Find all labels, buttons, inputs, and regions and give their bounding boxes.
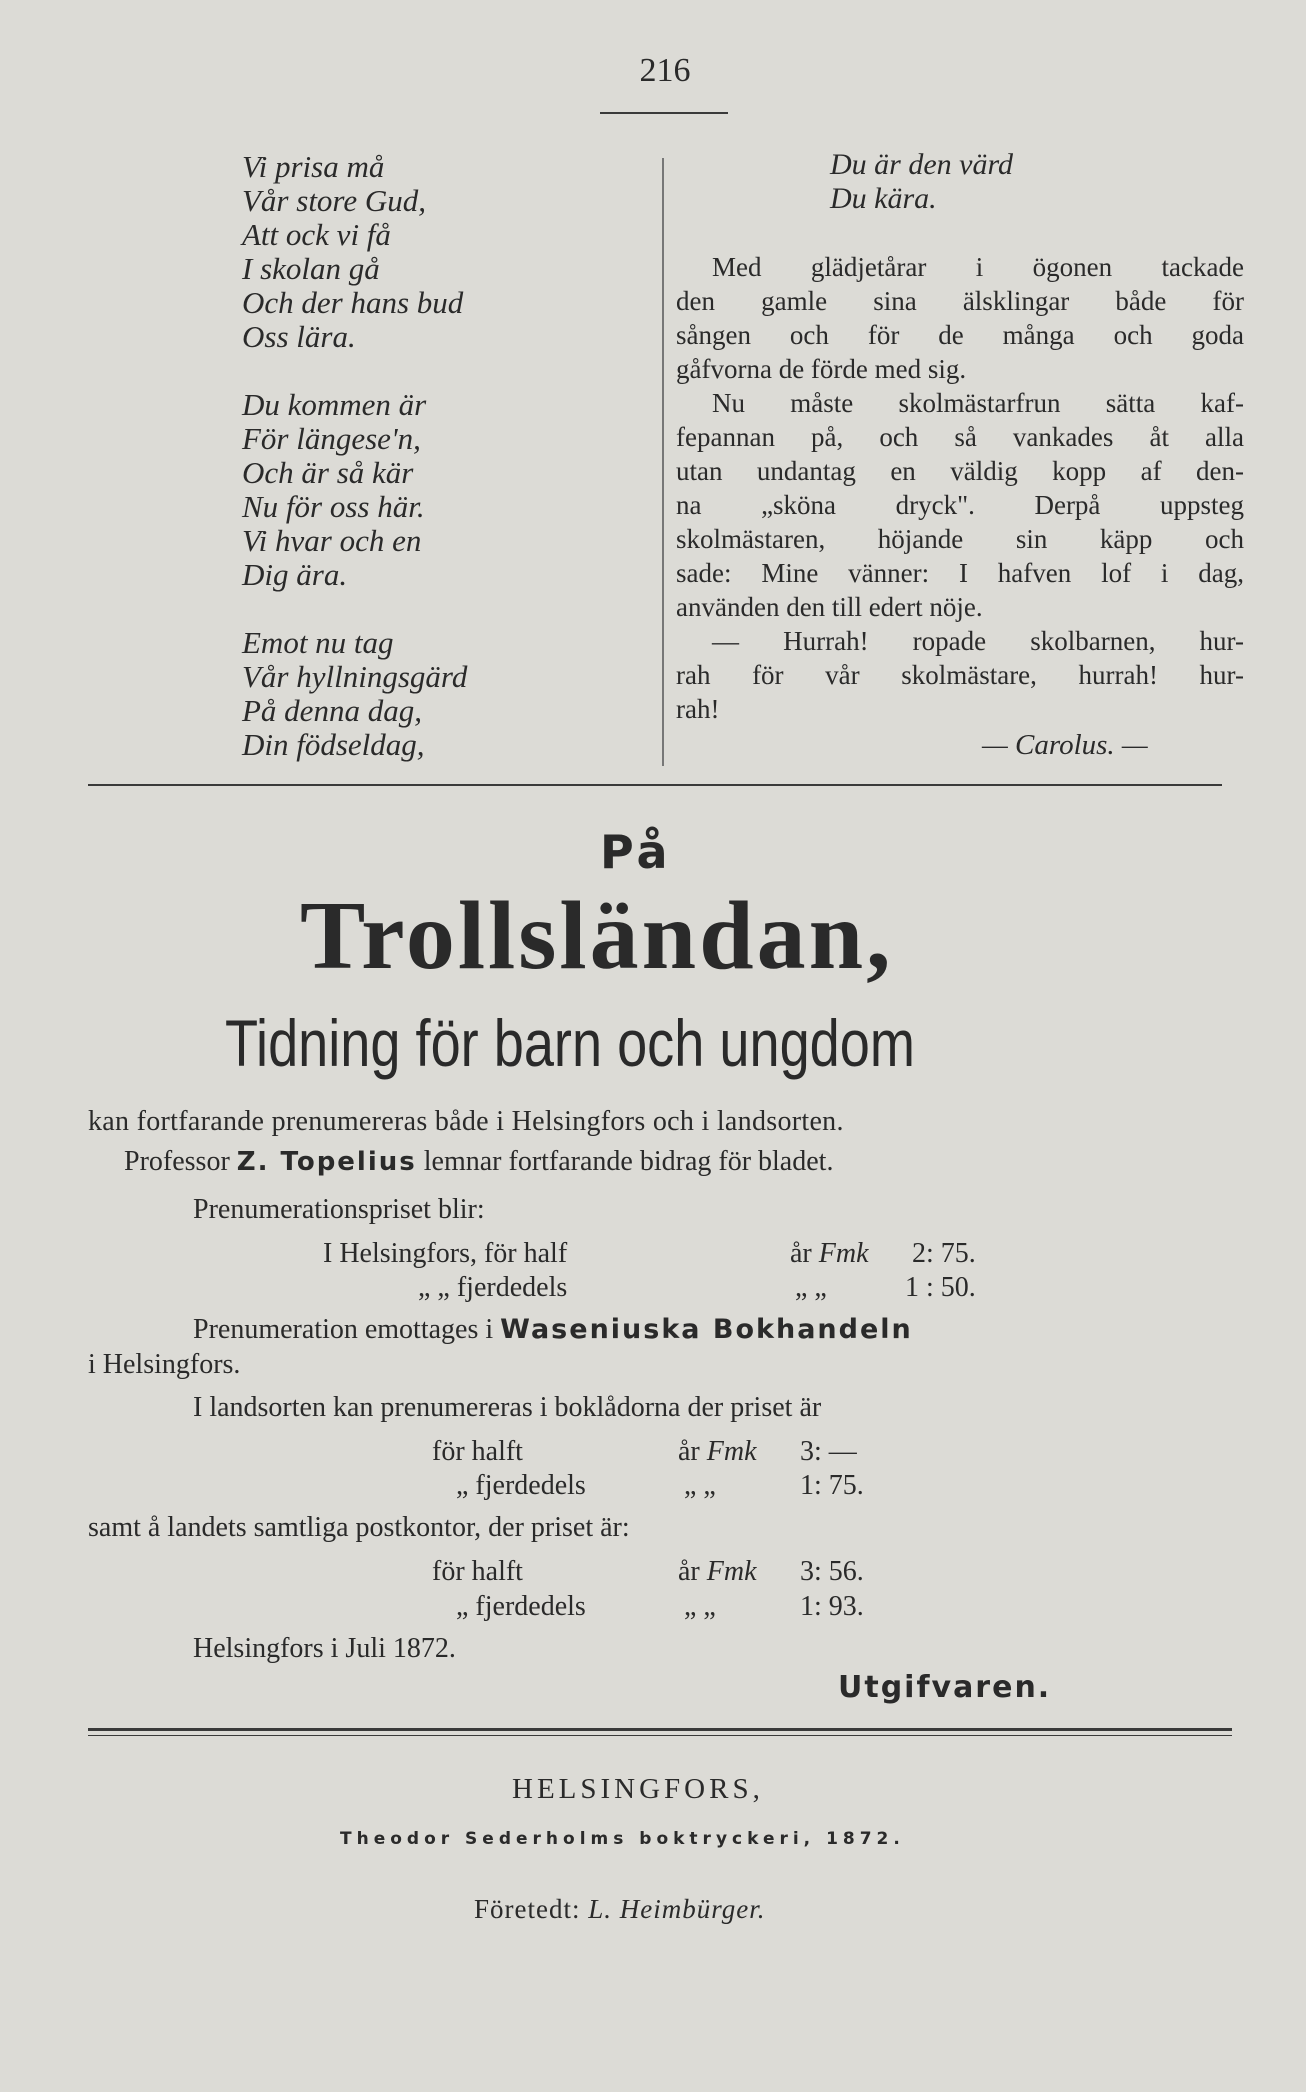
prose-line: rah! [676,694,720,724]
price-period [678,1555,757,1589]
prose-line: — Hurrah! ropade skolbarnen, hur- [712,626,1244,656]
header-rule [600,112,728,114]
prose-line: gåfvorna de förde med sig. [676,354,967,384]
ad-text: Prenumeration emottages i [193,1314,494,1345]
approval-name: L. Heimbürger. [588,1894,766,1924]
prose-line: Med glädjetårar i ögonen tackade [712,252,1244,282]
poem-line: Vi hvar och en [242,523,422,558]
prose-line: sade: Mine vänner: I hafven lof i dag, [676,558,1244,588]
prose-line: rah för vår skolmästare, hurrah! hur- [676,660,1244,690]
ad-title: Trollsländan, [300,882,894,990]
price-unit-text: år [678,1556,700,1587]
price-label: för halft [432,1556,523,1587]
price-label: „ fjerdedels [456,1470,586,1501]
poem-line: Att ock vi få [242,217,391,252]
poem-line: Dig ära. [242,557,348,592]
ad-line: i Helsingfors. [88,1349,241,1380]
prose-line: skolmästaren, höjande sin käpp och [676,524,1244,554]
prose-line: na „sköna dryck". Derpå uppsteg [676,490,1244,520]
poem-line: Din födseldag, [242,727,425,762]
ad-line: I landsorten kan prenumereras i boklådorna der priset är [193,1392,822,1423]
price-unit-text: år [790,1238,812,1269]
price-value: 3: — [800,1436,857,1467]
approval-label: Företedt: [474,1894,581,1924]
poem-line: Vi prisa må [242,149,385,184]
ad-text: lemnar fortfarande bidrag för bladet. [423,1146,834,1177]
publisher: Utgifvaren. [838,1670,1052,1705]
column-divider [662,158,664,766]
ad-line-bookshop [193,1313,913,1347]
bookshop-name: Waseniuska Bokhandeln [500,1314,913,1345]
prose-line: utan undantag en väldig kopp af den- [676,456,1244,486]
author-name: Z. Topelius [236,1147,417,1177]
ad-line: samt å landets samtliga postkontor, der priset är: [88,1512,630,1543]
price-period [678,1435,757,1469]
poem-line: Och är så kär [242,455,414,490]
poem-line: Oss lära. [242,319,356,354]
prose-line: den gamle sina älsklingar både för [676,286,1244,316]
poem-line: Emot nu tag [242,625,394,660]
footer-rule-bottom [88,1735,1232,1736]
poem-line: Du kommen är [242,387,427,422]
prose-line: Nu måste skolmästarfrun sätta kaf- [712,388,1244,418]
poem-line: Vår hyllningsgärd [242,659,468,694]
price-period: „ „ [684,1591,716,1622]
signature: — Carolus. — [982,729,1148,761]
price-period: „ „ [684,1470,716,1501]
prose-line: sången och för de många och goda [676,320,1244,350]
price-label: „ „ fjerdedels [418,1272,568,1303]
ad-line-topelius [124,1145,833,1179]
price-value: 1 : 50. [905,1272,976,1303]
price-value: 3: 56. [800,1556,864,1587]
poem-line: Och der hans bud [242,285,464,320]
ad-text: Professor [124,1146,230,1177]
poem-line: På denna dag, [242,693,422,728]
price-value: 1: 93. [800,1591,864,1622]
poem-line: För längese'n, [242,421,421,456]
price-unit-text: år [678,1436,700,1467]
price-period [790,1237,869,1271]
poem-line: Nu för oss här. [242,489,425,524]
price-value: 2: 75. [912,1238,976,1269]
verse-line: Du kära. [830,182,937,215]
ad-line: Prenumerationspriset blir: [193,1194,485,1225]
price-label: „ fjerdedels [456,1591,586,1622]
section-rule [88,784,1222,786]
ad-heading-small: På [600,825,672,879]
price-value: 1: 75. [800,1470,864,1501]
currency-mark: Fmk [818,1238,869,1269]
page-number: 216 [639,52,691,89]
price-period: „ „ [795,1272,827,1303]
footer-approval [474,1894,766,1925]
ad-line: kan fortfarande prenumereras både i Helsingfors och i landsorten. [88,1106,844,1137]
poem-line: I skolan gå [242,251,380,286]
prose-line: använden den till edert nöje. [676,592,983,622]
footer-rule-top [88,1728,1232,1731]
verse-line: Du är den värd [830,148,1014,181]
currency-mark: Fmk [706,1436,757,1467]
place-date: Helsingfors i Juli 1872. [193,1633,456,1664]
price-label: för halft [432,1436,523,1467]
footer-city: HELSINGFORS, [512,1773,764,1805]
currency-mark: Fmk [706,1556,757,1587]
ad-subtitle: Tidning för barn och ungdom [225,1006,915,1080]
price-label: I Helsingfors, för half [323,1238,568,1269]
footer-printer: Theodor Sederholms boktryckeri, 1872. [340,1829,905,1849]
prose-line: fepannan på, och så vankades åt alla [676,422,1244,452]
poem-line: Vår store Gud, [242,183,426,218]
